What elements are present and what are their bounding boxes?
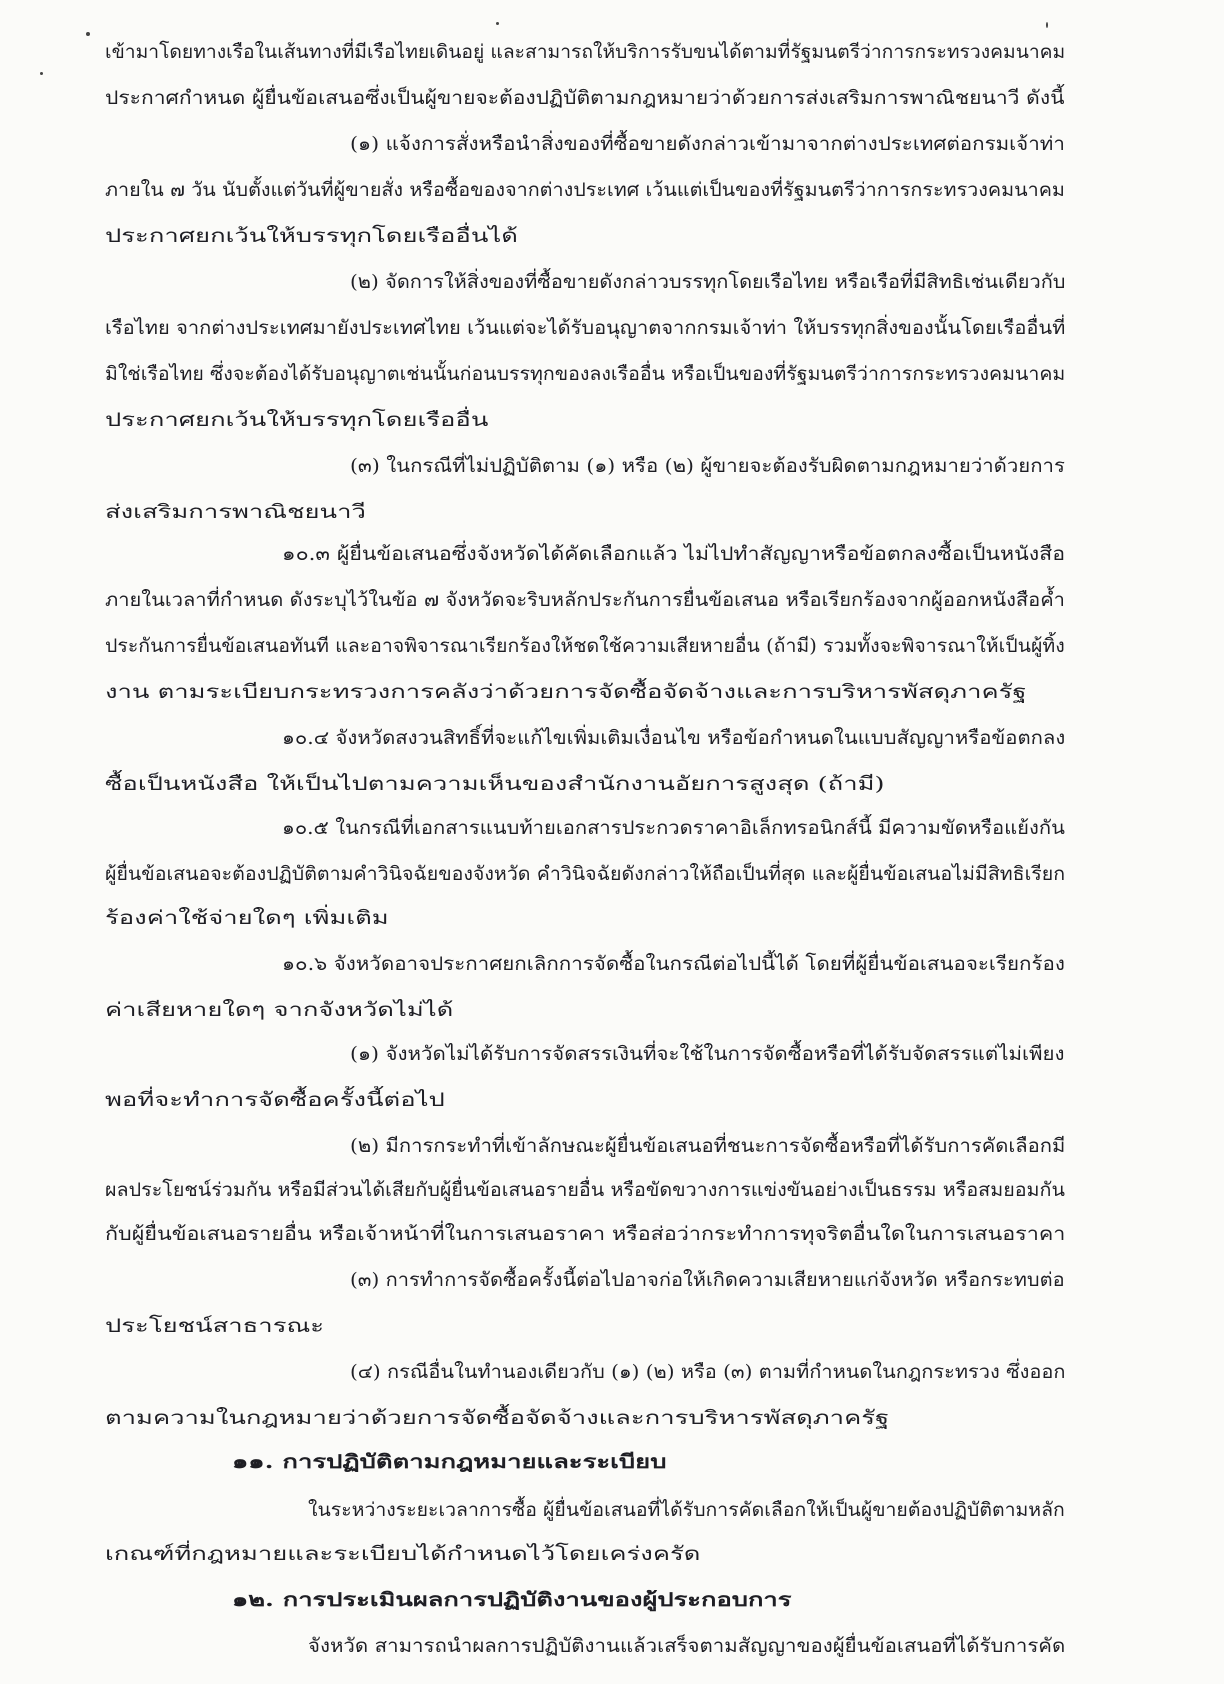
text-line: (๓) การทำการจัดซื้อครั้งนี้ต่อไปอาจก่อให้เกิดความเสียหายแก่จังหวัด หรือกระทบต่อ <box>350 1269 1065 1291</box>
text-line: ส่งเสริมการพาณิชยนาวี <box>105 501 366 523</box>
text-line: มิใช่เรือไทย ซึ่งจะต้องได้รับอนุญาตเช่นนั้นก่อนบรรทุกของลงเรืออื่น หรือเป็นของที่รัฐมนตรีว่าการกระทรวงคมนาคม <box>105 363 1066 385</box>
text-line: ประโยชน์สาธารณะ <box>105 1315 325 1337</box>
text-line: ๑๐.๔ จังหวัดสงวนสิทธิ์ที่จะแก้ไขเพิ่มเติมเงื่อนไข หรือข้อกำหนดในแบบสัญญาหรือข้อตกลง <box>282 727 1066 749</box>
scan-speck <box>40 72 43 75</box>
scan-speck <box>1046 22 1048 28</box>
text-line: ประกันการยื่นข้อเสนอทันที และอาจพิจารณาเรียกร้องให้ชดใช้ความเสียหายอื่น (ถ้ามี) รวมทั้งจะพิจารณาให้เป็นผู้ทิ้ง <box>105 635 1065 657</box>
text-line: กับผู้ยื่นข้อเสนอรายอื่น หรือเจ้าหน้าที่ในการเสนอราคา หรือส่อว่ากระทำการทุจริตอื่นใดในการเสนอราคา <box>105 1223 1066 1245</box>
text-line: (๑) จังหวัดไม่ได้รับการจัดสรรเงินที่จะใช้ในการจัดซื้อหรือที่ได้รับจัดสรรแต่ไม่เพียง <box>350 1043 1065 1065</box>
scan-speck <box>496 22 499 25</box>
text-line: ซื้อเป็นหนังสือ ให้เป็นไปตามความเห็นของสำนักงานอัยการสูงสุด (ถ้ามี) <box>105 773 885 795</box>
text-line: พอที่จะทำการจัดซื้อครั้งนี้ต่อไป <box>105 1089 445 1111</box>
section-heading: ๑๑. การปฏิบัติตามกฎหมายและระเบียบ <box>232 1451 667 1473</box>
text-line: ประกาศยกเว้นให้บรรทุกโดยเรืออื่นได้ <box>105 225 518 247</box>
text-line: ภายในเวลาที่กำหนด ดังระบุไว้ในข้อ ๗ จังหวัดจะริบหลักประกันการยื่นข้อเสนอ หรือเรียกร้องจากผู้ออกหนังสือค้ำ <box>105 589 1065 611</box>
text-line: (๒) มีการกระทำที่เข้าลักษณะผู้ยื่นข้อเสนอที่ชนะการจัดซื้อหรือที่ได้รับการคัดเลือกมี <box>350 1135 1066 1157</box>
scan-speck <box>86 32 90 36</box>
text-line: ในระหว่างระยะเวลาการซื้อ ผู้ยื่นข้อเสนอที่ได้รับการคัดเลือกให้เป็นผู้ขายต้องปฏิบัติตามหลัก <box>308 1499 1065 1521</box>
text-line: ผลประโยชน์ร่วมกัน หรือมีส่วนได้เสียกับผู้ยื่นข้อเสนอรายอื่น หรือขัดขวางการแข่งขันอย่างเป็นธรรม หรือสมยอมกัน <box>105 1179 1065 1201</box>
text-line: ร้องค่าใช้จ่ายใดๆ เพิ่มเติม <box>105 907 389 929</box>
text-line: เรือไทย จากต่างประเทศมายังประเทศไทย เว้นแต่จะได้รับอนุญาตจากกรมเจ้าท่า ให้บรรทุกสิ่งของนั้นโดยเรืออื่นที่ <box>105 317 1066 339</box>
text-line: จังหวัด สามารถนำผลการปฏิบัติงานแล้วเสร็จตามสัญญาของผู้ยื่นข้อเสนอที่ได้รับการคัด <box>308 1635 1066 1657</box>
text-line: (๓) ในกรณีที่ไม่ปฏิบัติตาม (๑) หรือ (๒) ผู้ขายจะต้องรับผิดตามกฎหมายว่าด้วยการ <box>350 455 1065 477</box>
section-heading: ๑๒. การประเมินผลการปฏิบัติงานของผู้ประกอบการ <box>232 1589 792 1611</box>
text-line: เข้ามาโดยทางเรือในเส้นทางที่มีเรือไทยเดินอยู่ และสามารถให้บริการรับขนได้ตามที่รัฐมนตรีว่าการกระทรวงคมนาคม <box>105 41 1066 63</box>
text-line: ๑๐.๓ ผู้ยื่นข้อเสนอซึ่งจังหวัดได้คัดเลือกแล้ว ไม่ไปทำสัญญาหรือข้อตกลงซื้อเป็นหนังสือ <box>282 543 1066 565</box>
text-line: ประกาศกำหนด ผู้ยื่นข้อเสนอซึ่งเป็นผู้ขายจะต้องปฏิบัติตามกฎหมายว่าด้วยการส่งเสริมการพาณิชยนาวี ดังนี้ <box>105 87 1065 109</box>
text-line: ๑๐.๖ จังหวัดอาจประกาศยกเลิกการจัดซื้อในกรณีต่อไปนี้ได้ โดยที่ผู้ยื่นข้อเสนอจะเรียกร้อง <box>282 953 1065 975</box>
text-line: (๑) แจ้งการสั่งหรือนำสิ่งของที่ซื้อขายดังกล่าวเข้ามาจากต่างประเทศต่อกรมเจ้าท่า <box>350 133 1065 155</box>
text-line: (๔) กรณีอื่นในทำนองเดียวกับ (๑) (๒) หรือ (๓) ตามที่กำหนดในกฎกระทรวง ซึ่งออก <box>350 1361 1066 1383</box>
text-line: ตามความในกฎหมายว่าด้วยการจัดซื้อจัดจ้างและการบริหารพัสดุภาครัฐ <box>105 1407 890 1429</box>
text-line: ภายใน ๗ วัน นับตั้งแต่วันที่ผู้ขายสั่ง หรือซื้อของจากต่างประเทศ เว้นแต่เป็นของที่รัฐมนตรีว่าการกระทรวงคมนาคม <box>105 179 1065 201</box>
text-line: ๑๐.๕ ในกรณีที่เอกสารแนบท้ายเอกสารประกวดราคาอิเล็กทรอนิกส์นี้ มีความขัดหรือแย้งกัน <box>282 817 1065 839</box>
text-line: (๒) จัดการให้สิ่งของที่ซื้อขายดังกล่าวบรรทุกโดยเรือไทย หรือเรือที่มีสิทธิเช่นเดียวกับ <box>350 271 1066 293</box>
text-line: งาน ตามระเบียบกระทรวงการคลังว่าด้วยการจัดซื้อจัดจ้างและการบริหารพัสดุภาครัฐ <box>105 681 1027 703</box>
text-line: ประกาศยกเว้นให้บรรทุกโดยเรืออื่น <box>105 409 489 431</box>
text-line: เกณฑ์ที่กฎหมายและระเบียบได้กำหนดไว้โดยเคร่งครัด <box>105 1543 701 1565</box>
text-line: ผู้ยื่นข้อเสนอจะต้องปฏิบัติตามคำวินิจฉัยของจังหวัด คำวินิจฉัยดังกล่าวให้ถือเป็นที่สุด และผู้ยื่นข้อเสนอไม่มีสิทธิเรียก <box>105 863 1066 885</box>
text-line: ค่าเสียหายใดๆ จากจังหวัดไม่ได้ <box>105 999 454 1021</box>
